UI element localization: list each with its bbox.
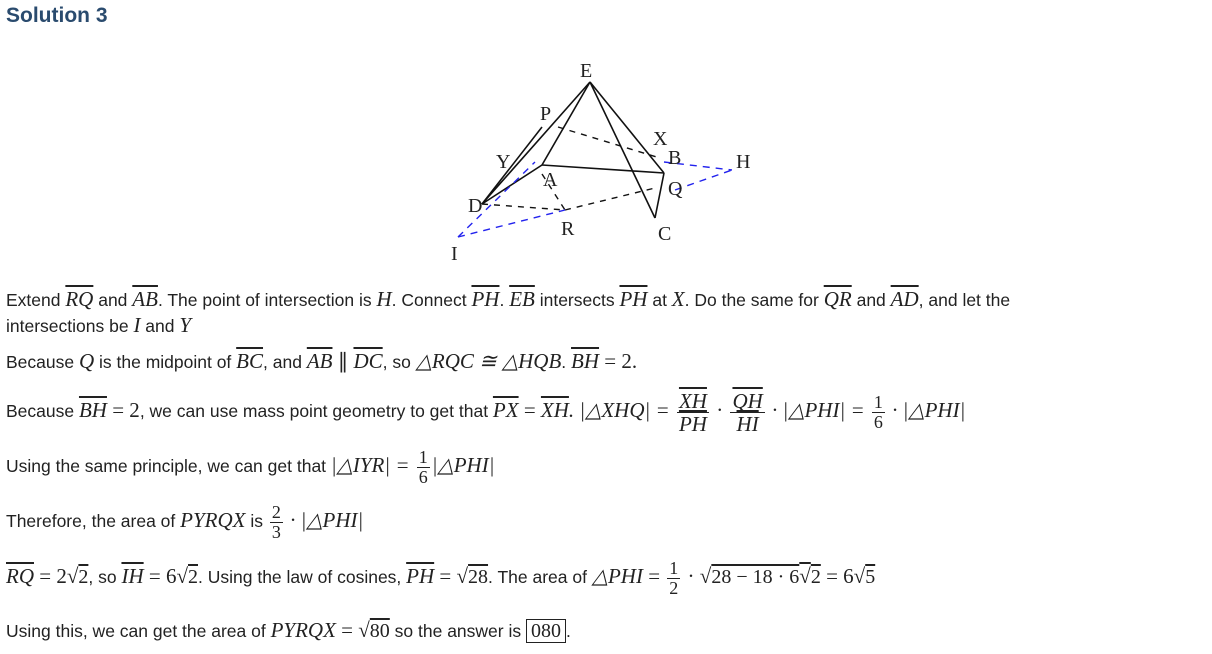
label-a: A	[543, 169, 558, 191]
line-midpoint: Because Q is the midpoint of $\overline{BC}$, and $\overline{AB}$ ∥ $\overline{DC}$, so △RQC ≅ △HQB. $\overline{BH} = 2$.	[6, 349, 638, 373]
label-e: E	[580, 60, 593, 82]
line-extend: Extend $\overline{RQ}$ and $\overline{AB}$. The point of intersection is H. Connect $\overline{PH}$. $\overline{EB}$ intersects $\overline{PH}$ at X. Do the same for $\overline{QR}$ and $\overline{AD}$, and let the	[6, 287, 1011, 311]
answer-box: 080	[526, 619, 566, 643]
line-mass-point: Because $\overline{BH} = 2$, we can use mass point geometry to get that $\overline{PX} = \overline{XH}$. |△XHQ| = $\frac{\overline{XH}}{PH}$ · $\frac{\overline{QH}}{HI}$ · |△PHI| = $\frac{1}{6}$ · |△PHI|	[6, 389, 966, 437]
edge-ab	[542, 165, 664, 173]
solution-heading: Solution 3	[6, 4, 108, 27]
fraction-one-half: $\frac{1}{2}$	[669, 558, 679, 598]
line-law-of-cosines: $\overline{RQ} = 2√2$, so $\overline{IH} = 6√2$. Using the law of cosines, $\overline{PH} = √28$. The area of △PHI = $\frac{1}{2}$ · √28 − 18 · 6√2 = 6√5	[6, 558, 876, 598]
fraction-qh-hi: $\frac{\overline{QH}}{HI}$	[732, 389, 763, 437]
line-therefore: Therefore, the area of PYRQX is $\frac{2}{3}$ · |△PHI|	[6, 502, 364, 542]
line-same-principle: Using the same principle, we can get that |△IYR| = $\frac{1}{6}$ |△PHI|	[6, 447, 495, 487]
label-x: X	[653, 128, 668, 150]
label-b: B	[668, 147, 682, 169]
edge-bc	[655, 173, 664, 218]
label-r: R	[561, 218, 575, 240]
blue-dash-qh	[675, 170, 732, 190]
label-y: Y	[496, 151, 511, 173]
edge-pd	[482, 127, 542, 204]
pyramid-figure	[430, 52, 770, 272]
line-answer: Using this, we can get the area of PYRQX = √80 so the answer is 080 .	[6, 618, 571, 642]
label-d: D	[468, 195, 483, 217]
edge-ed	[482, 82, 590, 204]
fraction-xh-ph: $\frac{\overline{XH}}{PH}$	[678, 389, 707, 437]
label-p: P	[540, 103, 552, 125]
label-h: H	[736, 151, 751, 173]
fraction-one-sixth-b: $\frac{1}{6}$	[418, 447, 428, 487]
line-intersections: intersections be I and Y	[6, 313, 192, 337]
fraction-one-sixth: $\frac{1}{6}$	[873, 392, 883, 433]
fraction-two-thirds: $\frac{2}{3}$	[271, 502, 281, 542]
label-c: C	[658, 223, 672, 245]
dash-px	[558, 127, 660, 158]
label-i: I	[451, 243, 458, 265]
label-q: Q	[668, 178, 683, 200]
dash-dr	[482, 204, 565, 210]
